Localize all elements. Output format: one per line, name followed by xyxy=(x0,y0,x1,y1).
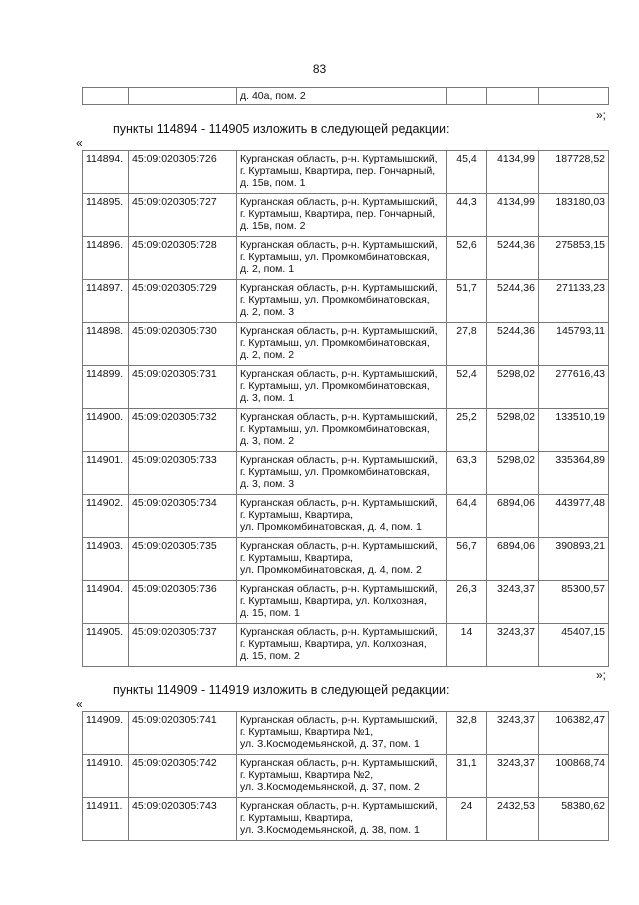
cadastral-value-cell: 390893,21 xyxy=(539,538,609,581)
table-row xyxy=(83,798,609,841)
table-row xyxy=(83,237,609,280)
unit-price-cell: 2432,53 xyxy=(487,798,539,841)
address-line: Курганская область, р-н. Куртамышский, xyxy=(240,282,438,294)
cadastral-number-cell: 45:09:020305:731 xyxy=(129,366,237,409)
address-line: г. Куртамыш, ул. Промкомбинатовская, xyxy=(240,466,430,478)
cadastral-number-cell: 45:09:020305:732 xyxy=(129,409,237,452)
address-line: г. Куртамыш, ул. Промкомбинатовская, xyxy=(240,337,430,349)
address-cell xyxy=(237,452,447,495)
address-line: ул. З.Космодемьянской, д. 37, пом. 2 xyxy=(240,781,420,793)
row-number-cell: 114910. xyxy=(83,755,129,798)
address-line: д. 15в, пом. 1 xyxy=(240,177,306,189)
cadastral-number-cell: 45:09:020305:743 xyxy=(129,798,237,841)
address-cell xyxy=(237,323,447,366)
address-cell xyxy=(237,280,447,323)
address-cell xyxy=(237,151,447,194)
top-table-fragment xyxy=(82,87,609,105)
address-line: ул. Промкомбинатовская, д. 4, пом. 1 xyxy=(240,521,422,533)
area-cell: 32,8 xyxy=(447,712,487,755)
address-line: г. Куртамыш, ул. Промкомбинатовская, xyxy=(240,423,430,435)
cadastral-value-cell: 271133,23 xyxy=(539,280,609,323)
address-cell xyxy=(237,798,447,841)
table-row xyxy=(83,280,609,323)
address-line: г. Куртамыш, Квартира, пер. Гончарный, xyxy=(240,165,436,177)
unit-price-cell: 3243,37 xyxy=(487,624,539,667)
address-line: ул. З.Космодемьянской, д. 37, пом. 1 xyxy=(240,738,420,750)
address-cell xyxy=(237,194,447,237)
address-line: г. Куртамыш, Квартира, xyxy=(240,509,354,521)
cadastral-value-cell: 58380,62 xyxy=(539,798,609,841)
area-cell: 44,3 xyxy=(447,194,487,237)
area-cell: 52,4 xyxy=(447,366,487,409)
address-line: Курганская область, р-н. Куртамышский, xyxy=(240,454,438,466)
opening-quote: « xyxy=(76,697,83,711)
row-number-cell: 114899. xyxy=(83,366,129,409)
area-cell: 14 xyxy=(447,624,487,667)
table-row xyxy=(83,624,609,667)
opening-quote: « xyxy=(76,136,83,150)
cadastral-value-cell: 187728,52 xyxy=(539,151,609,194)
cadastral-value-cell: 145793,11 xyxy=(539,323,609,366)
address-line: д. 15, пом. 2 xyxy=(240,650,300,662)
area-cell: 25,2 xyxy=(447,409,487,452)
cell-empty xyxy=(83,88,129,105)
row-number-cell: 114903. xyxy=(83,538,129,581)
area-cell: 26,3 xyxy=(447,581,487,624)
cadastral-value-cell: 443977,48 xyxy=(539,495,609,538)
table-row xyxy=(83,755,609,798)
unit-price-cell: 4134,99 xyxy=(487,151,539,194)
address-cell xyxy=(237,581,447,624)
table-row xyxy=(83,495,609,538)
address-line: г. Куртамыш, ул. Промкомбинатовская, xyxy=(240,380,430,392)
cadastral-number-cell: 45:09:020305:728 xyxy=(129,237,237,280)
address-line: Курганская область, р-н. Куртамышский, xyxy=(240,757,438,769)
area-cell: 52,6 xyxy=(447,237,487,280)
cadastral-number-cell: 45:09:020305:735 xyxy=(129,538,237,581)
unit-price-cell: 4134,99 xyxy=(487,194,539,237)
cadastral-number-cell: 45:09:020305:734 xyxy=(129,495,237,538)
address-line: Курганская область, р-н. Куртамышский, xyxy=(240,583,438,595)
unit-price-cell: 3243,37 xyxy=(487,712,539,755)
address-line: д. 2, пом. 2 xyxy=(240,349,295,361)
row-number-cell: 114895. xyxy=(83,194,129,237)
table-row xyxy=(83,194,609,237)
address-line: г. Куртамыш, Квартира, xyxy=(240,812,354,824)
row-number-cell: 114905. xyxy=(83,624,129,667)
cell-empty xyxy=(539,88,609,105)
address-line: Курганская область, р-н. Куртамышский, xyxy=(240,153,438,165)
address-line: ул. Промкомбинатовская, д. 4, пом. 2 xyxy=(240,564,422,576)
page-number: 83 xyxy=(312,62,327,76)
address-cell: д. 40а, пом. 2 xyxy=(237,88,447,105)
cadastral-value-cell: 100868,74 xyxy=(539,755,609,798)
closing-quote: »; xyxy=(595,668,606,682)
address-cell xyxy=(237,495,447,538)
unit-price-cell: 6894,06 xyxy=(487,495,539,538)
address-line: д. 3, пом. 3 xyxy=(240,478,295,490)
cadastral-number-cell: 45:09:020305:727 xyxy=(129,194,237,237)
address-cell xyxy=(237,624,447,667)
area-cell: 27,8 xyxy=(447,323,487,366)
row-number-cell: 114900. xyxy=(83,409,129,452)
cadastral-number-cell: 45:09:020305:733 xyxy=(129,452,237,495)
cadastral-number-cell: 45:09:020305:742 xyxy=(129,755,237,798)
cadastral-value-cell: 85300,57 xyxy=(539,581,609,624)
address-cell xyxy=(237,755,447,798)
address-line: Курганская область, р-н. Куртамышский, xyxy=(240,368,438,380)
address-line: г. Куртамыш, Квартира №1, xyxy=(240,726,374,738)
address-line: д. 2, пом. 1 xyxy=(240,263,295,275)
address-line: г. Куртамыш, Квартира, ул. Колхозная, xyxy=(240,595,427,607)
area-cell: 45,4 xyxy=(447,151,487,194)
table-row xyxy=(83,452,609,495)
address-line: ул. З.Космодемьянской, д. 38, пом. 1 xyxy=(240,824,420,836)
cadastral-number-cell: 45:09:020305:726 xyxy=(129,151,237,194)
cadastral-value-cell: 106382,47 xyxy=(539,712,609,755)
cadastral-value-cell: 275853,15 xyxy=(539,237,609,280)
address-line: Курганская область, р-н. Куртамышский, xyxy=(240,714,438,726)
cell-empty xyxy=(129,88,237,105)
cell-empty xyxy=(447,88,487,105)
table-row xyxy=(83,323,609,366)
address-line: г. Куртамыш, Квартира №2, xyxy=(240,769,374,781)
address-line: г. Куртамыш, ул. Промкомбинатовская, xyxy=(240,251,430,263)
cadastral-number-cell: 45:09:020305:736 xyxy=(129,581,237,624)
row-number-cell: 114902. xyxy=(83,495,129,538)
cadastral-value-cell: 183180,03 xyxy=(539,194,609,237)
cell-empty xyxy=(487,88,539,105)
address-line: Курганская область, р-н. Куртамышский, xyxy=(240,239,438,251)
row-number-cell: 114911. xyxy=(83,798,129,841)
closing-quote: »; xyxy=(595,108,606,122)
area-cell: 51,7 xyxy=(447,280,487,323)
row-number-cell: 114904. xyxy=(83,581,129,624)
cadastral-number-cell: 45:09:020305:729 xyxy=(129,280,237,323)
cadastral-value-cell: 277616,43 xyxy=(539,366,609,409)
address-line: Курганская область, р-н. Куртамышский, xyxy=(240,800,438,812)
address-line: д. 3, пом. 2 xyxy=(240,435,295,447)
address-cell xyxy=(237,237,447,280)
unit-price-cell: 3243,37 xyxy=(487,755,539,798)
address-line: д. 3, пом. 1 xyxy=(240,392,295,404)
row-number-cell: 114897. xyxy=(83,280,129,323)
row-number-cell: 114901. xyxy=(83,452,129,495)
address-line: Курганская область, р-н. Куртамышский, xyxy=(240,196,438,208)
area-cell: 31,1 xyxy=(447,755,487,798)
address-line: г. Куртамыш, ул. Промкомбинатовская, xyxy=(240,294,430,306)
area-cell: 56,7 xyxy=(447,538,487,581)
address-line: г. Куртамыш, Квартира, пер. Гончарный, xyxy=(240,208,436,220)
cadastral-number-cell: 45:09:020305:730 xyxy=(129,323,237,366)
address-line: Курганская область, р-н. Куртамышский, xyxy=(240,325,438,337)
address-line: д. 15в, пом. 2 xyxy=(240,220,306,232)
row-number-cell: 114909. xyxy=(83,712,129,755)
address-line: д. 15, пом. 1 xyxy=(240,607,300,619)
row-number-cell: 114896. xyxy=(83,237,129,280)
table-row xyxy=(83,151,609,194)
registry-table xyxy=(82,150,609,667)
address-line: г. Куртамыш, Квартира, ул. Колхозная, xyxy=(240,638,427,650)
address-line: г. Куртамыш, Квартира, xyxy=(240,552,354,564)
table-row xyxy=(83,538,609,581)
address-line: Курганская область, р-н. Куртамышский, xyxy=(240,411,438,423)
area-cell: 63,3 xyxy=(447,452,487,495)
cadastral-number-cell: 45:09:020305:741 xyxy=(129,712,237,755)
row-number-cell: 114898. xyxy=(83,323,129,366)
address-cell xyxy=(237,538,447,581)
unit-price-cell: 5244,36 xyxy=(487,237,539,280)
address-line: д. 2, пом. 3 xyxy=(240,306,295,318)
address-line: Курганская область, р-н. Куртамышский, xyxy=(240,540,438,552)
section-instruction: пункты 114894 - 114905 изложить в следующей редакции: xyxy=(113,122,450,136)
address-cell xyxy=(237,712,447,755)
unit-price-cell: 6894,06 xyxy=(487,538,539,581)
address-line: Курганская область, р-н. Куртамышский, xyxy=(240,497,438,509)
table-row xyxy=(83,366,609,409)
cadastral-value-cell: 335364,89 xyxy=(539,452,609,495)
unit-price-cell: 5244,36 xyxy=(487,323,539,366)
row-number-cell: 114894. xyxy=(83,151,129,194)
cadastral-value-cell: 45407,15 xyxy=(539,624,609,667)
area-cell: 64,4 xyxy=(447,495,487,538)
unit-price-cell: 5298,02 xyxy=(487,409,539,452)
section-instruction: пункты 114909 - 114919 изложить в следующей редакции: xyxy=(113,683,450,697)
table-row xyxy=(83,581,609,624)
table-row xyxy=(83,712,609,755)
address-line: Курганская область, р-н. Куртамышский, xyxy=(240,626,438,638)
table-row xyxy=(83,409,609,452)
unit-price-cell: 3243,37 xyxy=(487,581,539,624)
unit-price-cell: 5298,02 xyxy=(487,452,539,495)
address-cell xyxy=(237,366,447,409)
address-cell xyxy=(237,409,447,452)
table-row xyxy=(83,88,609,105)
unit-price-cell: 5298,02 xyxy=(487,366,539,409)
area-cell: 24 xyxy=(447,798,487,841)
unit-price-cell: 5244,36 xyxy=(487,280,539,323)
cadastral-value-cell: 133510,19 xyxy=(539,409,609,452)
registry-table xyxy=(82,711,609,841)
cadastral-number-cell: 45:09:020305:737 xyxy=(129,624,237,667)
